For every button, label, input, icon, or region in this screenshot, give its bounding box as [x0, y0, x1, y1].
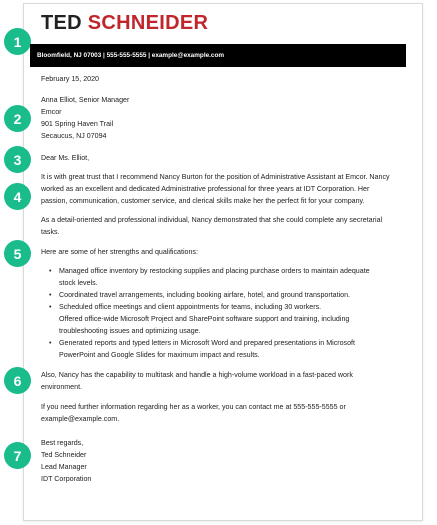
recipient-city: Secaucus, NJ 07094	[41, 132, 107, 140]
multitask-line: Also, Nancy has the capability to multitask and handle a high-volume workload in a fast-paced work	[41, 371, 353, 379]
contact-para-line: example@example.com.	[41, 415, 120, 423]
step-badge-2: 2	[4, 105, 31, 132]
step-badge-3: 3	[4, 146, 31, 173]
intro-line: worked as an excellent and dedicated Administrative professional for three years at IDT Corporation. Her	[41, 185, 370, 193]
contact-info: Bloomfield, NJ 07003 | 555-555-5555 | example@example.com	[37, 52, 225, 59]
step-badge-1: 1	[4, 28, 31, 55]
contact-bar	[30, 44, 406, 67]
sender-name	[41, 12, 208, 35]
bullet-text: Scheduled office meetings and client appointments for teams, including 30 workers.	[59, 303, 322, 311]
bullet-text: troubleshooting issues and optimizing usage.	[59, 327, 201, 335]
step-badge-4: 4	[4, 183, 31, 210]
bullet-marker: •	[49, 267, 52, 275]
recipient-company: Emcor	[41, 108, 62, 116]
closing-regards: Best regards,	[41, 439, 84, 447]
step-badge-5: 5	[4, 240, 31, 267]
bullet-text: stock levels.	[59, 279, 98, 287]
recipient-street: 901 Spring Haven Trail	[41, 120, 114, 128]
bullet-text: Coordinated travel arrangements, including booking airfare, hotel, and ground transportation.	[59, 291, 351, 299]
multitask-line: environment.	[41, 383, 83, 391]
recipient-name-title: Anna Elliot, Senior Manager	[41, 96, 130, 104]
step-badge-6: 6	[4, 367, 31, 394]
intro-line: passion, communication, customer service, and clerical skills make her the perfect fit for your company.	[41, 197, 365, 205]
closing-company: IDT Corporation	[41, 475, 92, 483]
detail-line: As a detail-oriented and professional individual, Nancy demonstrated that she could complete any secretarial	[41, 216, 383, 224]
bullet-marker: •	[49, 291, 52, 299]
salutation: Dear Ms. Elliot,	[41, 154, 90, 162]
bullet-text: Managed office inventory by restocking supplies and placing purchase orders to maintain adequate	[59, 267, 370, 275]
last-name: SCHNEIDER	[87, 12, 209, 34]
intro-line: It is with great trust that I recommend Nancy Burton for the position of Administrative Assistant at Emcor. Nancy	[41, 173, 390, 181]
closing-name: Ted Schneider	[41, 451, 87, 459]
bullet-marker: •	[49, 339, 52, 347]
closing-title: Lead Manager	[41, 463, 87, 471]
bullet-marker: •	[49, 303, 52, 311]
first-name: TED	[41, 12, 82, 34]
bullet-text: Generated reports and typed letters in Microsoft Word and prepared presentations in Microsoft	[59, 339, 355, 347]
contact-para-line: If you need further information regarding her as a worker, you can contact me at 555-555-5555 or	[41, 403, 346, 411]
bullet-text: Offered office-wide Microsoft Project and SharePoint software support and training, including	[59, 315, 350, 323]
detail-line: tasks.	[41, 228, 60, 236]
letter-date: February 15, 2020	[41, 75, 99, 83]
step-badge-7: 7	[4, 442, 31, 469]
bullet-text: PowerPoint and Google Slides for maximum impact and results.	[59, 351, 260, 359]
strengths-intro: Here are some of her strengths and qualifications:	[41, 248, 198, 256]
